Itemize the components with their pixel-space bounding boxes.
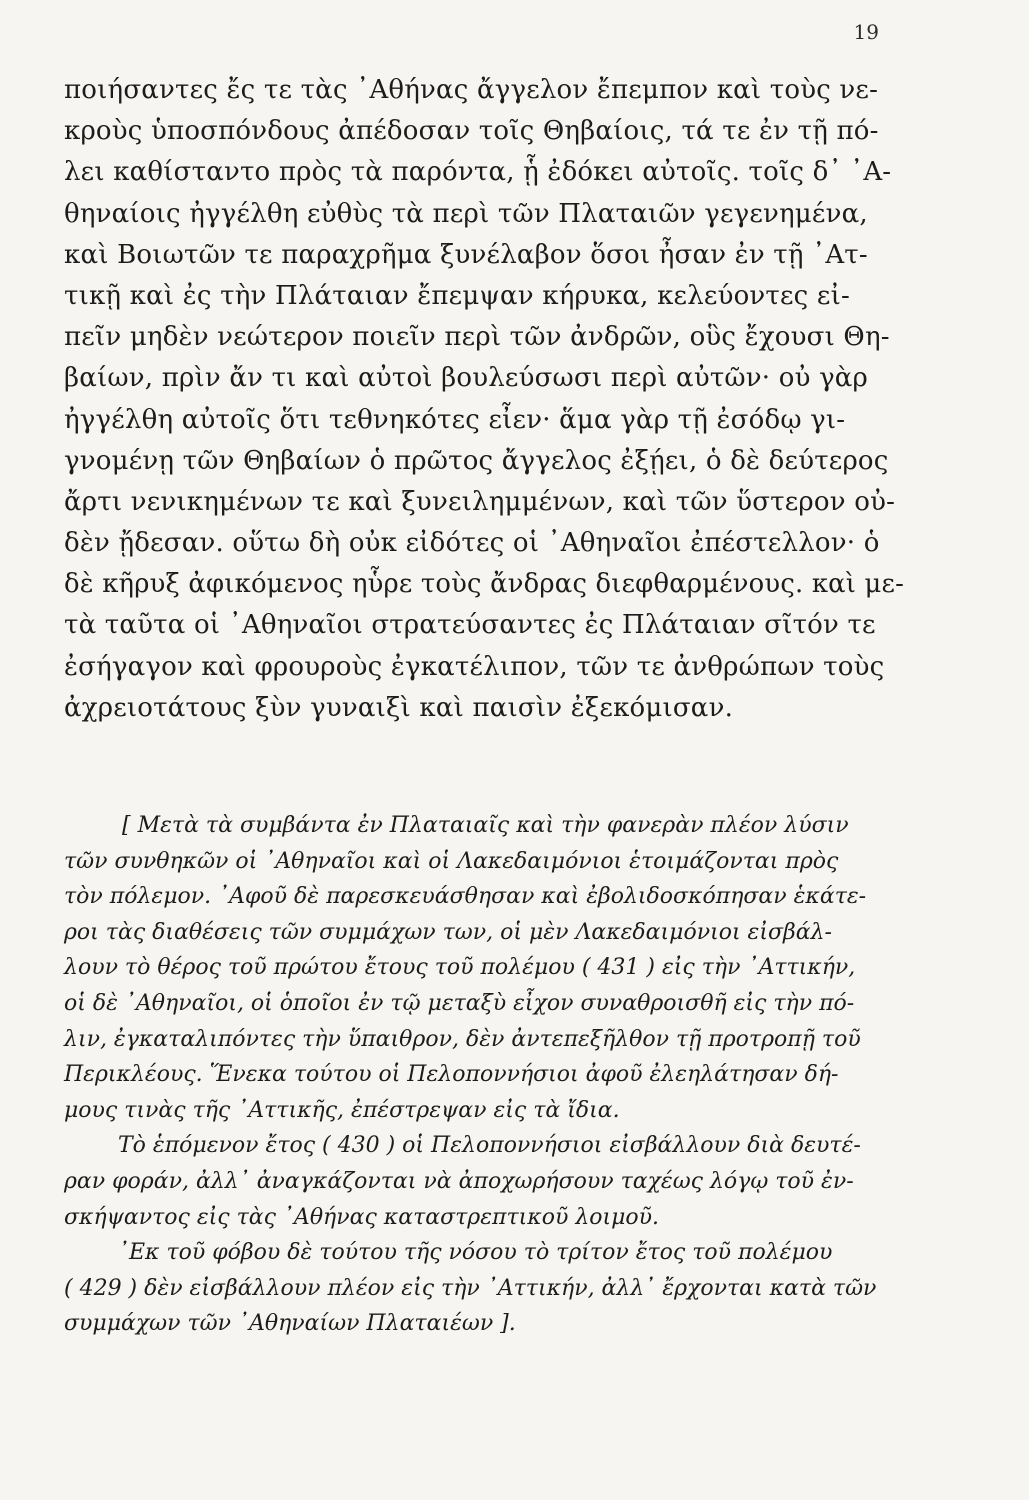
page-number: 19: [853, 20, 879, 44]
commentary-line: ᾽Εκ τοῦ φόβου δὲ τούτου τῆς νόσου τὸ τρίτον ἔτος τοῦ πολέμου: [118, 1240, 833, 1266]
commentary-line: ροι τὰς διαθέσεις τῶν συμμάχων των, οἱ μὲν Λακεδαιμόνιοι εἰσβάλ-: [64, 919, 832, 945]
commentary-line: Τὸ ἑπόμενον ἔτος ( 430 ) οἱ Πελοποννήσιοι εἰσβάλλουν διὰ δευτέ-: [118, 1133, 861, 1159]
commentary-line: μους τινὰς τῆς ᾽Αττικῆς, ἐπέστρεψαν εἰς τὰ ἴδια.: [64, 1097, 620, 1123]
commentary-line: Περικλέους. Ἕνεκα τούτου οἱ Πελοποννήσιοι ἀφοῦ ἐλεηλάτησαν δή-: [64, 1062, 839, 1088]
commentary-line: σκήψαντος εἰς τὰς ᾽Αθήνας καταστρεπτικοῦ λοιμοῦ.: [64, 1204, 660, 1230]
text-line: πεῖν μηδὲν νεώτερον ποιεῖν περὶ τῶν ἀνδρῶν, οὓς ἔχουσι Θη-: [64, 322, 890, 353]
commentary-line: τὸν πόλεμον. ᾽Αφοῦ δὲ παρεσκευάσθησαν καὶ ἐβολιδοσκόπησαν ἑκάτε-: [64, 884, 867, 910]
commentary-line: συμμάχων τῶν ᾽Αθηναίων Πλαταιέων ].: [64, 1311, 516, 1337]
text-line: καὶ Βοιωτῶν τε παραχρῆμα ξυνέλαβον ὅσοι ἦσαν ἐν τῇ ᾽Ατ-: [64, 239, 868, 270]
text-line: δὲν ᾔδεσαν. οὕτω δὴ οὐκ εἰδότες οἱ ᾽Αθηναῖοι ἐπέστελλον· ὁ: [64, 528, 880, 559]
text-line: ἀχρειοτάτους ξὺν γυναιξὶ καὶ παισὶν ἐξεκόμισαν.: [64, 692, 734, 723]
text-line: βαίων, πρὶν ἄν τι καὶ αὐτοὶ βουλεύσωσι περὶ αὐτῶν· οὐ γὰρ: [64, 363, 869, 394]
text-line: ἐσήγαγον καὶ φρουροὺς ἐγκατέλιπον, τῶν τε ἀνθρώπων τοὺς: [64, 651, 885, 682]
commentary-line: ραν φοράν, ἀλλ᾽ ἀναγκάζονται νὰ ἀποχωρήσουν ταχέως λόγῳ τοῦ ἐν-: [64, 1168, 854, 1194]
text-line: ποιήσαντες ἔς τε τὰς ᾽Αθήνας ἄγγελον ἔπεμπον καὶ τοὺς νε-: [64, 75, 879, 105]
text-line: δὲ κῆρυξ ἀφικόμενος ηὗρε τοὺς ἄνδρας διεφθαρμένους. καὶ με-: [64, 569, 905, 600]
text-line: τὰ ταῦτα οἱ ᾽Αθηναῖοι στρατεύσαντες ἐς Πλάταιαν σῖτόν τε: [64, 610, 876, 641]
ancient-greek-text-block: [64, 70, 904, 729]
text-line: θηναίοις ἠγγέλθη εὐθὺς τὰ περὶ τῶν Πλαταιῶν γεγενημένα,: [64, 198, 868, 229]
text-line: γνομένῃ τῶν Θηβαίων ὁ πρῶτος ἄγγελος ἐξῄει, ὁ δὲ δεύτερος: [64, 445, 889, 476]
text-line: τικῇ καὶ ἐς τὴν Πλάταιαν ἔπεμψαν κήρυκα, κελεύοντες εἰ-: [64, 280, 850, 311]
text-line: κροὺς ὑποσπόνδους ἀπέδοσαν τοῖς Θηβαίοις, τά τε ἐν τῇ πό-: [64, 116, 879, 147]
commentary-line: τῶν συνθηκῶν οἱ ᾽Αθηναῖοι καὶ οἱ Λακεδαιμόνιοι ἑτοιμάζονται πρὸς: [64, 848, 839, 874]
commentary-line: [ Μετὰ τὰ συμβάντα ἐν Πλαταιαῖς καὶ τὴν φανερὰν πλέον λύσιν: [122, 813, 849, 838]
modern-greek-commentary: [64, 808, 904, 1342]
text-line: ἠγγέλθη αὐτοῖς ὅτι τεθνηκότες εἶεν· ἅμα γὰρ τῇ ἐσόδῳ γι-: [64, 404, 846, 435]
commentary-line: λιν, ἐγκαταλιπόντες τὴν ὕπαιθρον, δὲν ἀντεπεξῆλθον τῇ προτροπῇ τοῦ: [64, 1026, 861, 1052]
text-line: λει καθίσταντο πρὸς τὰ παρόντα, ᾗ ἐδόκει αὐτοῖς. τοῖς δ᾽ ᾽Α-: [64, 157, 892, 188]
commentary-line: λουν τὸ θέρος τοῦ πρώτου ἔτους τοῦ πολέμου ( 431 ) εἰς τὴν ᾽Αττικήν,: [64, 955, 856, 981]
commentary-line: ( 429 ) δὲν εἰσβάλλουν πλέον εἰς τὴν ᾽Αττικήν, ἀλλ᾽ ἔρχονται κατὰ τῶν: [64, 1275, 877, 1301]
commentary-line: οἱ δὲ ᾽Αθηναῖοι, οἱ ὁποῖοι ἐν τῷ μεταξὺ εἶχον συναθροισθῆ εἰς τὴν πό-: [64, 990, 855, 1016]
text-line: ἄρτι νενικημένων τε καὶ ξυνειλημμένων, καὶ τῶν ὕστερον οὐ-: [64, 486, 896, 517]
